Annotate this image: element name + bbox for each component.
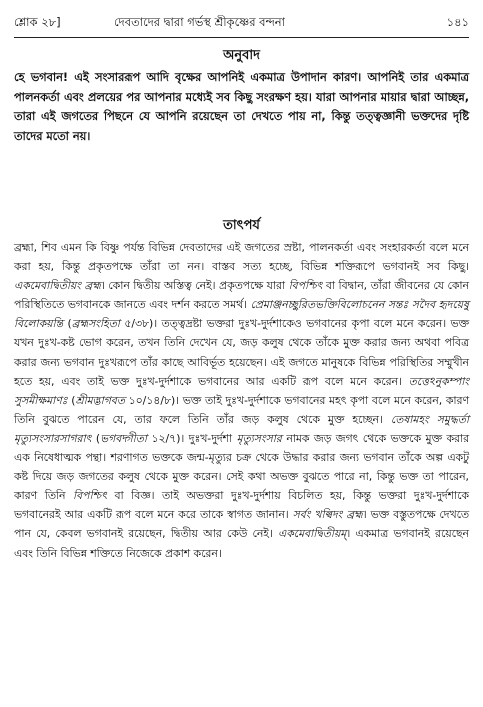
sanskrit-quote: বিপশ্চিৎ — [288, 279, 323, 293]
purport-text-segment: । ভক্ত বস্তুতপক্ষে দেখতে পান যে, কেবল ভগবানই রয়েছেন, দ্বিতীয় আর কেউ নেই। — [14, 508, 470, 541]
purport-text-segment: বা বিদ্বান, তাঁরা জীবনের যে কোন পরিস্থিতিতে ভগবানকে জানতে এবং দর্শন করতে সমর্থ। — [14, 279, 469, 312]
chapter-title: দেবতাদের দ্বারা গর্ভস্থ শ্রীকৃষ্ণের বন্দনা — [114, 15, 286, 29]
scripture-reference: ভগবদ্গীতা — [100, 431, 147, 445]
purport-text-segment: ( — [95, 431, 101, 445]
sanskrit-quote: সর্বং খল্বিদং ব্রহ্ম — [292, 508, 363, 522]
running-header — [14, 8, 469, 36]
purport-text-segment: । একমাত্র ভগবানই রয়েছেন এবং তিনি বিভিন্ন শক্তিতে নিজেকে প্রকাশ করেন। — [14, 527, 469, 560]
translation-text: হে ভগবান! এই সংসাররূপ আদি বৃক্ষের আপনিই একমাত্র উপাদান কারণ। আপনিই তার একমাত্র পালনকর্তা এবং প্রলয়ের পর আপনার মধ্যেই সব কিছু সংরক্ষণ হয়। যারা আপনার মায়ার দ্বারা আচ্ছন্ন, তারা এই জগতের পিছনে যে আপনি রয়েছেন তা দেখতে পায় না, কিন্তু তত্ত্বজ্ঞানী ভক্তদের দৃষ্টি তাদের মতো নয়। — [14, 71, 469, 143]
sanskrit-quote: তত্তেঽনুকম্পাং সুসমীক্ষমাণঃ — [14, 374, 469, 407]
purport-text-segment: ( — [67, 317, 72, 331]
sanskrit-quote: বিপশ্চিৎ — [73, 489, 107, 503]
sanskrit-quote: প্রেমাঞ্জনচ্ছুরিতভক্তিবিলোচনেন সন্তঃ সদৈব হৃদয়েষু বিলোকয়ন্তি — [14, 298, 469, 331]
purport-text-segment: ৫/৩৮)। তত্ত্বদ্রষ্টা ভক্তরা দুঃখ-দুর্দশাকেও ভগবানের কৃপা বলে মনে করেন। ভক্ত যখন দুঃখ-কষ্ট ভোগ করেন, তখন তিনি দেখেন যে, জড় কলুষ থেকে তাঁকে মুক্ত করার জন্য অথবা পবিত্র করার জন্য ভগবান দুঃখরূপে তাঁর কাছে আবির্ভূত হয়েছেন। এই জগতে মানুষকে বিভিন্ন পরিস্থিতির সম্মুখীন হতে হয়, এবং তাই ভক্ত দুঃখ-দুর্দশাকে ভগবানের আর একটি রূপ বলে মনে করেন। — [14, 317, 470, 388]
purport-text — [14, 238, 469, 563]
scripture-reference: ব্রহ্মসংহিতা — [71, 317, 120, 331]
verse-reference: শ্লোক ২৮] — [14, 15, 61, 29]
book-page — [14, 8, 470, 560]
purport-text-segment: ১২/৭)। দুঃখ-দুর্দশা — [151, 431, 233, 445]
page-number: ১৪১ — [446, 15, 469, 29]
purport-text-segment: ১০/১৪/৮)। ভক্ত তাই দুঃখ-দুর্দশাকে ভগবানের মহৎ কৃপা বলে মনে করেন, কারণ তিনি বুঝতে পারেন যে, তার ফলে তিনি তাঁর জড় কলুষ থেকে মুক্ত হচ্ছেন। — [14, 393, 470, 426]
header-divider — [14, 37, 469, 38]
purport-text-segment: । কোন দ্বিতীয় অস্তিত্ব নেই। প্রকৃতপক্ষে যারা — [100, 279, 286, 293]
sanskrit-quote: তেষামহং সমুদ্ধর্তা মৃত্যুসংসারসাগরাৎ — [14, 412, 469, 445]
purport-text-segment: ( — [71, 393, 76, 407]
sanskrit-quote: মৃত্যুসংসার — [236, 431, 282, 445]
purport-heading: তাৎপর্য — [223, 218, 260, 233]
translation-heading: অনুবাদ — [223, 48, 260, 63]
purport-text-segment: বা বিজ্ঞ। তাই অভক্তরা দুঃখ-দুর্দশায় বিচলিত হয়, কিন্তু ভক্তরা দুঃখ-দুর্দশাকে ভগবানেরই আর একটি রূপ বলে মনে করে তাকে স্বাগত জানান। — [14, 489, 469, 522]
sanskrit-quote: একমেবাদ্বিতীয়ং ব্রহ্ম — [14, 279, 101, 293]
purport-text-segment: নামক জড় জগৎ থেকে ভক্তকে মুক্ত করার এক নিষেধাত্মক পন্থা। শরণাগত ভক্তকে জন্ম-মৃত্যুর চক্র থেকে উদ্ধার করার জন্য ভগবান তাঁকে অল্প একটু কষ্ট দিয়ে জড় জগতের কলুষ থেকে মুক্ত করেন। সেই কথা অভক্ত বুঝতে পারে না, কিন্তু ভক্ত তা পারেন, কারণ তিনি — [14, 431, 470, 503]
sanskrit-quote: একমেবাদ্বিতীয়ম্ — [278, 527, 347, 541]
purport-text-segment: ব্রহ্মা, শিব এমন কি বিষ্ণু পর্যন্ত বিভিন্ন দেবতাদের এই জগতের স্রষ্টা, পালনকর্তা এবং সংহারকর্তা বলে মনে করা হয়, কিন্তু প্রকৃতপক্ষে তাঁরা তা নন। বাস্তব সত্য হচ্ছে, বিভিন্ন শক্তিরূপে ভগবানই সব কিছু। — [14, 241, 469, 274]
scripture-reference: শ্রীমদ্ভাগবত — [75, 393, 125, 407]
